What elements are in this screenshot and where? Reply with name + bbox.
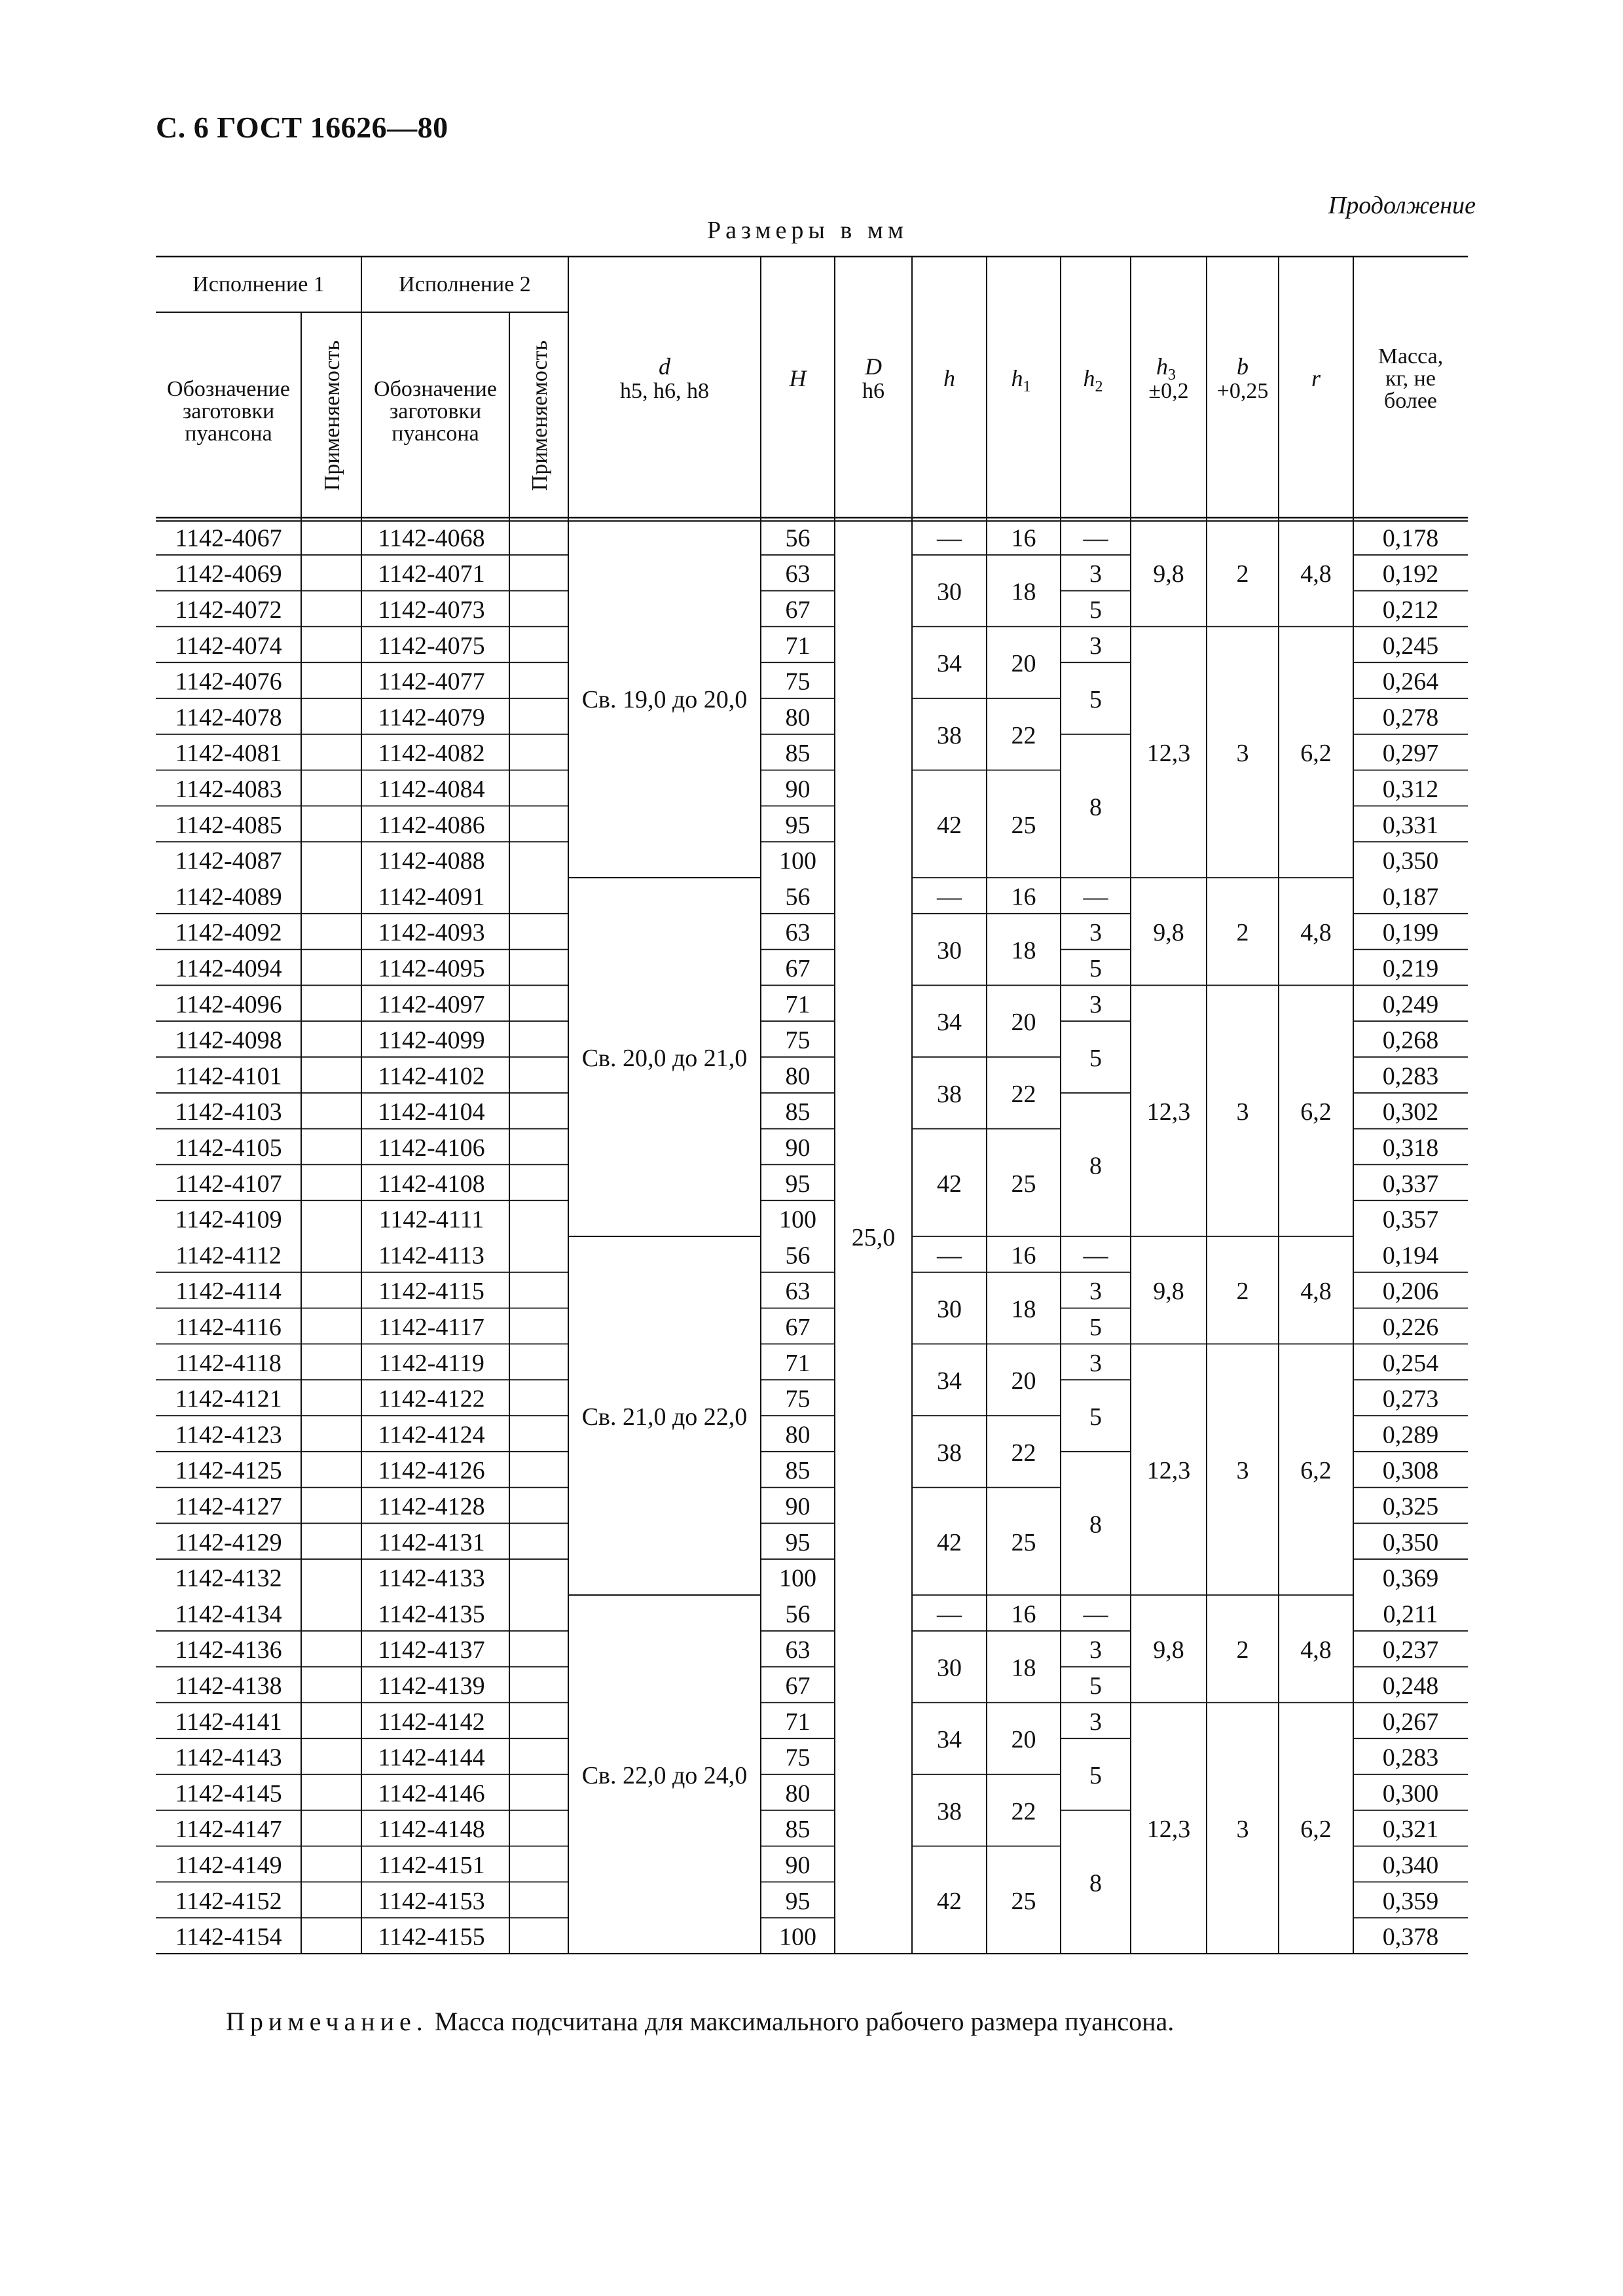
H-cell: 75: [785, 1026, 811, 1054]
mass-cell: 0,249: [1382, 990, 1439, 1018]
header-b-tolerance: +0,25: [1216, 379, 1269, 403]
designation-exec2-cell: 1142-4077: [378, 668, 485, 696]
mass-cell: 0,337: [1382, 1170, 1439, 1198]
H-cell: 67: [785, 1314, 811, 1341]
h1-cell: 20: [1011, 1367, 1036, 1395]
mass-cell: 0,219: [1382, 955, 1439, 982]
h2-cell: 5: [1089, 1403, 1102, 1431]
designation-exec2-cell: 1142-4086: [378, 811, 485, 839]
h2-cell: 3: [1089, 990, 1102, 1018]
units-label: Размеры в мм: [707, 217, 908, 244]
b-cell: 3: [1236, 1457, 1249, 1485]
table-note: [226, 2006, 1174, 2037]
header-applicability-1: Применяемость: [320, 340, 344, 492]
h2-cell: 5: [1089, 1762, 1102, 1789]
designation-exec2-cell: 1142-4097: [378, 990, 485, 1018]
designation-exec1-cell: 1142-4103: [175, 1098, 282, 1126]
designation-exec1-cell: 1142-4078: [175, 704, 282, 732]
h2-cell: —: [1083, 1600, 1108, 1628]
designation-exec1-cell: 1142-4081: [175, 740, 282, 768]
header-execution-1: Исполнение 1: [192, 272, 325, 296]
h3-cell: 9,8: [1153, 560, 1184, 588]
h-cell: 30: [937, 578, 962, 606]
h2-cell: 3: [1089, 1349, 1102, 1377]
designation-exec2-cell: 1142-4113: [378, 1242, 484, 1270]
h1-cell: 22: [1011, 721, 1036, 749]
designation-exec2-cell: 1142-4071: [378, 560, 485, 588]
designation-exec1-cell: 1142-4112: [175, 1242, 282, 1270]
h1-cell: 20: [1011, 1009, 1036, 1037]
mass-cell: 0,312: [1382, 776, 1439, 803]
designation-exec2-cell: 1142-4099: [378, 1026, 485, 1054]
mass-cell: 0,237: [1382, 1636, 1439, 1664]
h3-cell: 9,8: [1153, 1278, 1184, 1306]
d-range-cell: Св. 20,0 до 21,0: [581, 1045, 748, 1072]
h2-cell: 3: [1089, 1636, 1102, 1664]
h-cell: 34: [937, 1726, 962, 1754]
mass-cell: 0,273: [1382, 1385, 1439, 1413]
header-h: h: [943, 365, 955, 391]
designation-exec1-cell: 1142-4136: [175, 1636, 282, 1664]
h-cell: 34: [937, 1009, 962, 1037]
H-cell: 80: [785, 1062, 811, 1090]
designation-exec2-cell: 1142-4075: [378, 632, 485, 660]
h2-cell: 3: [1089, 1708, 1102, 1736]
h2-cell: 8: [1089, 793, 1102, 821]
mass-cell: 0,194: [1382, 1242, 1439, 1270]
designation-exec2-cell: 1142-4144: [378, 1744, 485, 1772]
H-cell: 80: [785, 1421, 811, 1449]
h2-cell: —: [1083, 883, 1108, 911]
H-cell: 71: [785, 632, 811, 660]
designation-exec2-cell: 1142-4122: [378, 1385, 485, 1413]
designation-exec2-cell: 1142-4133: [378, 1564, 485, 1592]
b-cell: 3: [1236, 1816, 1249, 1844]
mass-cell: 0,283: [1382, 1062, 1439, 1090]
h2-cell: —: [1083, 524, 1108, 552]
mass-cell: 0,350: [1382, 847, 1439, 875]
h2-cell: 3: [1089, 1278, 1102, 1306]
header-designation-2: пуансона: [392, 422, 479, 446]
h-cell: 38: [937, 1797, 962, 1825]
continuation-label: Продолжение: [1328, 192, 1476, 219]
designation-exec2-cell: 1142-4082: [378, 740, 485, 768]
H-cell: 67: [785, 1672, 811, 1700]
H-cell: 56: [785, 1600, 811, 1628]
mass-cell: 0,192: [1382, 560, 1439, 588]
r-cell: 6,2: [1300, 740, 1332, 768]
H-cell: 90: [785, 776, 811, 803]
mass-cell: 0,264: [1382, 668, 1439, 696]
H-cell: 56: [785, 1242, 811, 1270]
header-d-tolerance: h5, h6, h8: [620, 379, 709, 403]
b-cell: 2: [1236, 1636, 1249, 1664]
mass-cell: 0,289: [1382, 1421, 1439, 1449]
h2-cell: —: [1083, 1242, 1108, 1270]
header-applicability-2: Применяемость: [528, 340, 552, 492]
h3-cell: 12,3: [1146, 1098, 1191, 1126]
h-cell: —: [937, 1242, 962, 1270]
designation-exec1-cell: 1142-4072: [175, 596, 282, 624]
h2-cell: 3: [1089, 919, 1102, 947]
H-cell: 71: [785, 1708, 811, 1736]
designation-exec2-cell: 1142-4146: [378, 1780, 485, 1808]
h1-cell: 20: [1011, 650, 1036, 678]
h-cell: 30: [937, 1295, 962, 1323]
r-cell: 4,8: [1300, 1278, 1332, 1306]
h1-cell: 20: [1011, 1726, 1036, 1754]
H-cell: 85: [785, 740, 811, 768]
designation-exec2-cell: 1142-4117: [378, 1314, 484, 1341]
header-H: H: [789, 365, 807, 391]
H-cell: 95: [785, 811, 811, 839]
designation-exec1-cell: 1142-4132: [175, 1564, 282, 1592]
designation-exec2-cell: 1142-4079: [378, 704, 485, 732]
header-r: r: [1311, 365, 1321, 391]
designation-exec2-cell: 1142-4108: [378, 1170, 485, 1198]
h2-cell: 5: [1089, 955, 1102, 982]
header-h3: $h_3$: [1156, 353, 1176, 384]
designation-exec2-cell: 1142-4115: [378, 1278, 484, 1306]
header-h1: $h_1$: [1011, 365, 1031, 395]
h-cell: 42: [937, 1528, 962, 1556]
H-cell: 63: [785, 560, 811, 588]
designation-exec1-cell: 1142-4143: [175, 1744, 282, 1772]
H-cell: 85: [785, 1457, 811, 1485]
b-cell: 3: [1236, 740, 1249, 768]
designation-exec2-cell: 1142-4095: [378, 955, 485, 982]
designation-exec1-cell: 1142-4096: [175, 990, 282, 1018]
designation-exec1-cell: 1142-4138: [175, 1672, 282, 1700]
h-cell: —: [937, 883, 962, 911]
H-cell: 95: [785, 1528, 811, 1556]
designation-exec1-cell: 1142-4134: [175, 1600, 282, 1628]
r-cell: 4,8: [1300, 1636, 1332, 1664]
h1-cell: 25: [1011, 811, 1036, 839]
h-cell: 42: [937, 1887, 962, 1915]
mass-cell: 0,212: [1382, 596, 1439, 624]
mass-cell: 0,199: [1382, 919, 1439, 947]
H-cell: 67: [785, 955, 811, 982]
r-cell: 4,8: [1300, 919, 1332, 947]
mass-cell: 0,297: [1382, 740, 1439, 768]
designation-exec1-cell: 1142-4101: [175, 1062, 282, 1090]
mass-cell: 0,331: [1382, 811, 1439, 839]
h2-cell: 3: [1089, 632, 1102, 660]
H-cell: 63: [785, 1636, 811, 1664]
mass-cell: 0,187: [1382, 883, 1439, 911]
designation-exec1-cell: 1142-4154: [175, 1923, 282, 1951]
designation-exec1-cell: 1142-4092: [175, 919, 282, 947]
designation-exec1-cell: 1142-4069: [175, 560, 282, 588]
designation-exec2-cell: 1142-4102: [378, 1062, 485, 1090]
H-cell: 90: [785, 1134, 811, 1162]
header-mass: кг, не: [1385, 367, 1436, 391]
designation-exec1-cell: 1142-4105: [175, 1134, 282, 1162]
mass-cell: 0,245: [1382, 632, 1439, 660]
designation-exec2-cell: 1142-4151: [378, 1852, 485, 1879]
mass-cell: 0,321: [1382, 1816, 1439, 1844]
H-cell: 75: [785, 1385, 811, 1413]
h-cell: 34: [937, 650, 962, 678]
h1-cell: 25: [1011, 1170, 1036, 1198]
designation-exec1-cell: 1142-4083: [175, 776, 282, 803]
h-cell: 38: [937, 1080, 962, 1108]
designation-exec1-cell: 1142-4087: [175, 847, 282, 875]
header-D: D: [865, 353, 882, 380]
designation-exec2-cell: 1142-4068: [378, 524, 485, 552]
designation-exec2-cell: 1142-4119: [378, 1349, 484, 1377]
header-designation-1: пуансона: [185, 422, 272, 446]
designation-exec2-cell: 1142-4139: [378, 1672, 485, 1700]
H-cell: 56: [785, 883, 811, 911]
r-cell: 6,2: [1300, 1816, 1332, 1844]
h1-cell: 16: [1011, 524, 1036, 552]
designation-exec2-cell: 1142-4135: [378, 1600, 485, 1628]
designation-exec2-cell: 1142-4111: [378, 1206, 484, 1234]
H-cell: 85: [785, 1816, 811, 1844]
designation-exec2-cell: 1142-4137: [378, 1636, 485, 1664]
mass-cell: 0,357: [1382, 1206, 1439, 1234]
h3-cell: 12,3: [1146, 740, 1191, 768]
page-header: С. 6 ГОСТ 16626—80: [156, 111, 448, 144]
mass-cell: 0,178: [1382, 524, 1439, 552]
header-b: b: [1237, 353, 1249, 380]
designation-exec1-cell: 1142-4123: [175, 1421, 282, 1449]
designation-exec1-cell: 1142-4145: [175, 1780, 282, 1808]
h1-cell: 16: [1011, 883, 1036, 911]
mass-cell: 0,340: [1382, 1852, 1439, 1879]
designation-exec1-cell: 1142-4152: [175, 1887, 282, 1915]
designation-exec2-cell: 1142-4088: [378, 847, 485, 875]
h1-cell: 25: [1011, 1528, 1036, 1556]
mass-cell: 0,267: [1382, 1708, 1439, 1736]
header-D-tolerance: h6: [862, 379, 884, 403]
H-cell: 75: [785, 1744, 811, 1772]
header-designation-1: заготовки: [182, 399, 275, 423]
h-cell: —: [937, 524, 962, 552]
H-cell: 100: [779, 847, 816, 875]
designation-exec2-cell: 1142-4131: [378, 1528, 485, 1556]
h1-cell: 18: [1011, 1654, 1036, 1682]
h1-cell: 18: [1011, 1295, 1036, 1323]
designation-exec2-cell: 1142-4104: [378, 1098, 485, 1126]
designation-exec2-cell: 1142-4073: [378, 596, 485, 624]
mass-cell: 0,206: [1382, 1278, 1439, 1306]
H-cell: 71: [785, 990, 811, 1018]
h1-cell: 22: [1011, 1797, 1036, 1825]
H-cell: 90: [785, 1852, 811, 1879]
note-text: Масса подсчитана для максимального рабочего размера пуансона.: [434, 2007, 1175, 2036]
header-execution-2: Исполнение 2: [399, 272, 531, 296]
designation-exec1-cell: 1142-4116: [175, 1314, 282, 1341]
mass-cell: 0,248: [1382, 1672, 1439, 1700]
designation-exec1-cell: 1142-4074: [175, 632, 282, 660]
designation-exec2-cell: 1142-4106: [378, 1134, 485, 1162]
mass-cell: 0,359: [1382, 1887, 1439, 1915]
b-cell: 3: [1236, 1098, 1249, 1126]
designation-exec1-cell: 1142-4125: [175, 1457, 282, 1485]
h2-cell: 3: [1089, 560, 1102, 588]
designation-exec1-cell: 1142-4118: [175, 1349, 282, 1377]
note-label: Примечание.: [226, 2007, 428, 2036]
H-cell: 95: [785, 1887, 811, 1915]
h2-cell: 5: [1089, 1314, 1102, 1341]
designation-exec1-cell: 1142-4141: [175, 1708, 282, 1736]
mass-cell: 0,278: [1382, 704, 1439, 732]
h3-cell: 12,3: [1146, 1457, 1191, 1485]
h1-cell: 25: [1011, 1887, 1036, 1915]
h-cell: 34: [937, 1367, 962, 1395]
h3-cell: 12,3: [1146, 1816, 1191, 1844]
H-cell: 80: [785, 704, 811, 732]
H-cell: 100: [779, 1206, 816, 1234]
designation-exec1-cell: 1142-4098: [175, 1026, 282, 1054]
mass-cell: 0,226: [1382, 1314, 1439, 1341]
h3-cell: 9,8: [1153, 919, 1184, 947]
h2-cell: 8: [1089, 1869, 1102, 1897]
h-cell: 30: [937, 1654, 962, 1682]
h-cell: 30: [937, 937, 962, 965]
h1-cell: 16: [1011, 1600, 1036, 1628]
designation-exec1-cell: 1142-4067: [175, 524, 282, 552]
designation-exec2-cell: 1142-4091: [378, 883, 485, 911]
h1-cell: 22: [1011, 1080, 1036, 1108]
designation-exec1-cell: 1142-4127: [175, 1493, 282, 1520]
h2-cell: 5: [1089, 686, 1102, 713]
h-cell: 42: [937, 811, 962, 839]
designation-exec1-cell: 1142-4114: [175, 1278, 282, 1306]
b-cell: 2: [1236, 919, 1249, 947]
mass-cell: 0,283: [1382, 1744, 1439, 1772]
designation-exec2-cell: 1142-4142: [378, 1708, 485, 1736]
header-mass: более: [1384, 389, 1437, 413]
designation-exec2-cell: 1142-4155: [378, 1923, 485, 1951]
H-cell: 95: [785, 1170, 811, 1198]
H-cell: 85: [785, 1098, 811, 1126]
designation-exec1-cell: 1142-4149: [175, 1852, 282, 1879]
designation-exec1-cell: 1142-4089: [175, 883, 282, 911]
D-value-cell: 25,0: [851, 1224, 896, 1251]
designation-exec1-cell: 1142-4094: [175, 955, 282, 982]
h2-cell: 5: [1089, 596, 1102, 624]
h-cell: 38: [937, 721, 962, 749]
mass-cell: 0,211: [1383, 1600, 1438, 1628]
b-cell: 2: [1236, 560, 1249, 588]
mass-cell: 0,350: [1382, 1528, 1439, 1556]
mass-cell: 0,302: [1382, 1098, 1439, 1126]
designation-exec1-cell: 1142-4076: [175, 668, 282, 696]
header-designation-1: Обозначение: [167, 377, 290, 401]
designation-exec2-cell: 1142-4128: [378, 1493, 485, 1520]
designation-exec1-cell: 1142-4107: [175, 1170, 282, 1198]
H-cell: 75: [785, 668, 811, 696]
h-cell: 42: [937, 1170, 962, 1198]
header-mass: Масса,: [1377, 344, 1444, 368]
mass-cell: 0,254: [1382, 1349, 1439, 1377]
d-range-cell: Св. 22,0 до 24,0: [581, 1762, 748, 1789]
h2-cell: 5: [1089, 1672, 1102, 1700]
h2-cell: 5: [1089, 1045, 1102, 1072]
r-cell: 6,2: [1300, 1098, 1332, 1126]
h1-cell: 18: [1011, 937, 1036, 965]
header-designation-2: Обозначение: [374, 377, 497, 401]
H-cell: 63: [785, 919, 811, 947]
designation-exec2-cell: 1142-4153: [378, 1887, 485, 1915]
h3-cell: 9,8: [1153, 1636, 1184, 1664]
b-cell: 2: [1236, 1278, 1249, 1306]
H-cell: 67: [785, 596, 811, 624]
r-cell: 4,8: [1300, 560, 1332, 588]
h1-cell: 16: [1011, 1242, 1036, 1270]
header-h2: $h_2$: [1083, 365, 1103, 395]
H-cell: 80: [785, 1780, 811, 1808]
h-cell: —: [937, 1600, 962, 1628]
h1-cell: 18: [1011, 578, 1036, 606]
mass-cell: 0,369: [1382, 1564, 1439, 1592]
designation-exec2-cell: 1142-4124: [378, 1421, 485, 1449]
d-range-cell: Св. 21,0 до 22,0: [581, 1403, 748, 1431]
designation-exec2-cell: 1142-4084: [378, 776, 485, 803]
mass-cell: 0,378: [1382, 1923, 1439, 1951]
designation-exec1-cell: 1142-4109: [175, 1206, 282, 1234]
designation-exec1-cell: 1142-4129: [175, 1528, 282, 1556]
header-designation-2: заготовки: [389, 399, 482, 423]
designation-exec2-cell: 1142-4148: [378, 1816, 485, 1844]
mass-cell: 0,300: [1382, 1780, 1439, 1808]
H-cell: 56: [785, 524, 811, 552]
designation-exec1-cell: 1142-4121: [175, 1385, 282, 1413]
h2-cell: 8: [1089, 1511, 1102, 1539]
H-cell: 63: [785, 1278, 811, 1306]
r-cell: 6,2: [1300, 1457, 1332, 1485]
mass-cell: 0,325: [1382, 1493, 1439, 1520]
mass-cell: 0,268: [1382, 1026, 1439, 1054]
mass-cell: 0,308: [1382, 1457, 1439, 1485]
H-cell: 100: [779, 1923, 816, 1951]
H-cell: 90: [785, 1493, 811, 1520]
designation-exec1-cell: 1142-4147: [175, 1816, 282, 1844]
header-h3-tolerance: ±0,2: [1148, 379, 1189, 403]
h2-cell: 8: [1089, 1152, 1102, 1180]
h-cell: 38: [937, 1439, 962, 1467]
designation-exec1-cell: 1142-4085: [175, 811, 282, 839]
H-cell: 71: [785, 1349, 811, 1377]
mass-cell: 0,318: [1382, 1134, 1439, 1162]
d-range-cell: Св. 19,0 до 20,0: [581, 686, 748, 713]
H-cell: 100: [779, 1564, 816, 1592]
h1-cell: 22: [1011, 1439, 1036, 1467]
designation-exec2-cell: 1142-4093: [378, 919, 485, 947]
designation-exec2-cell: 1142-4126: [378, 1457, 485, 1485]
header-d: d: [659, 353, 670, 380]
